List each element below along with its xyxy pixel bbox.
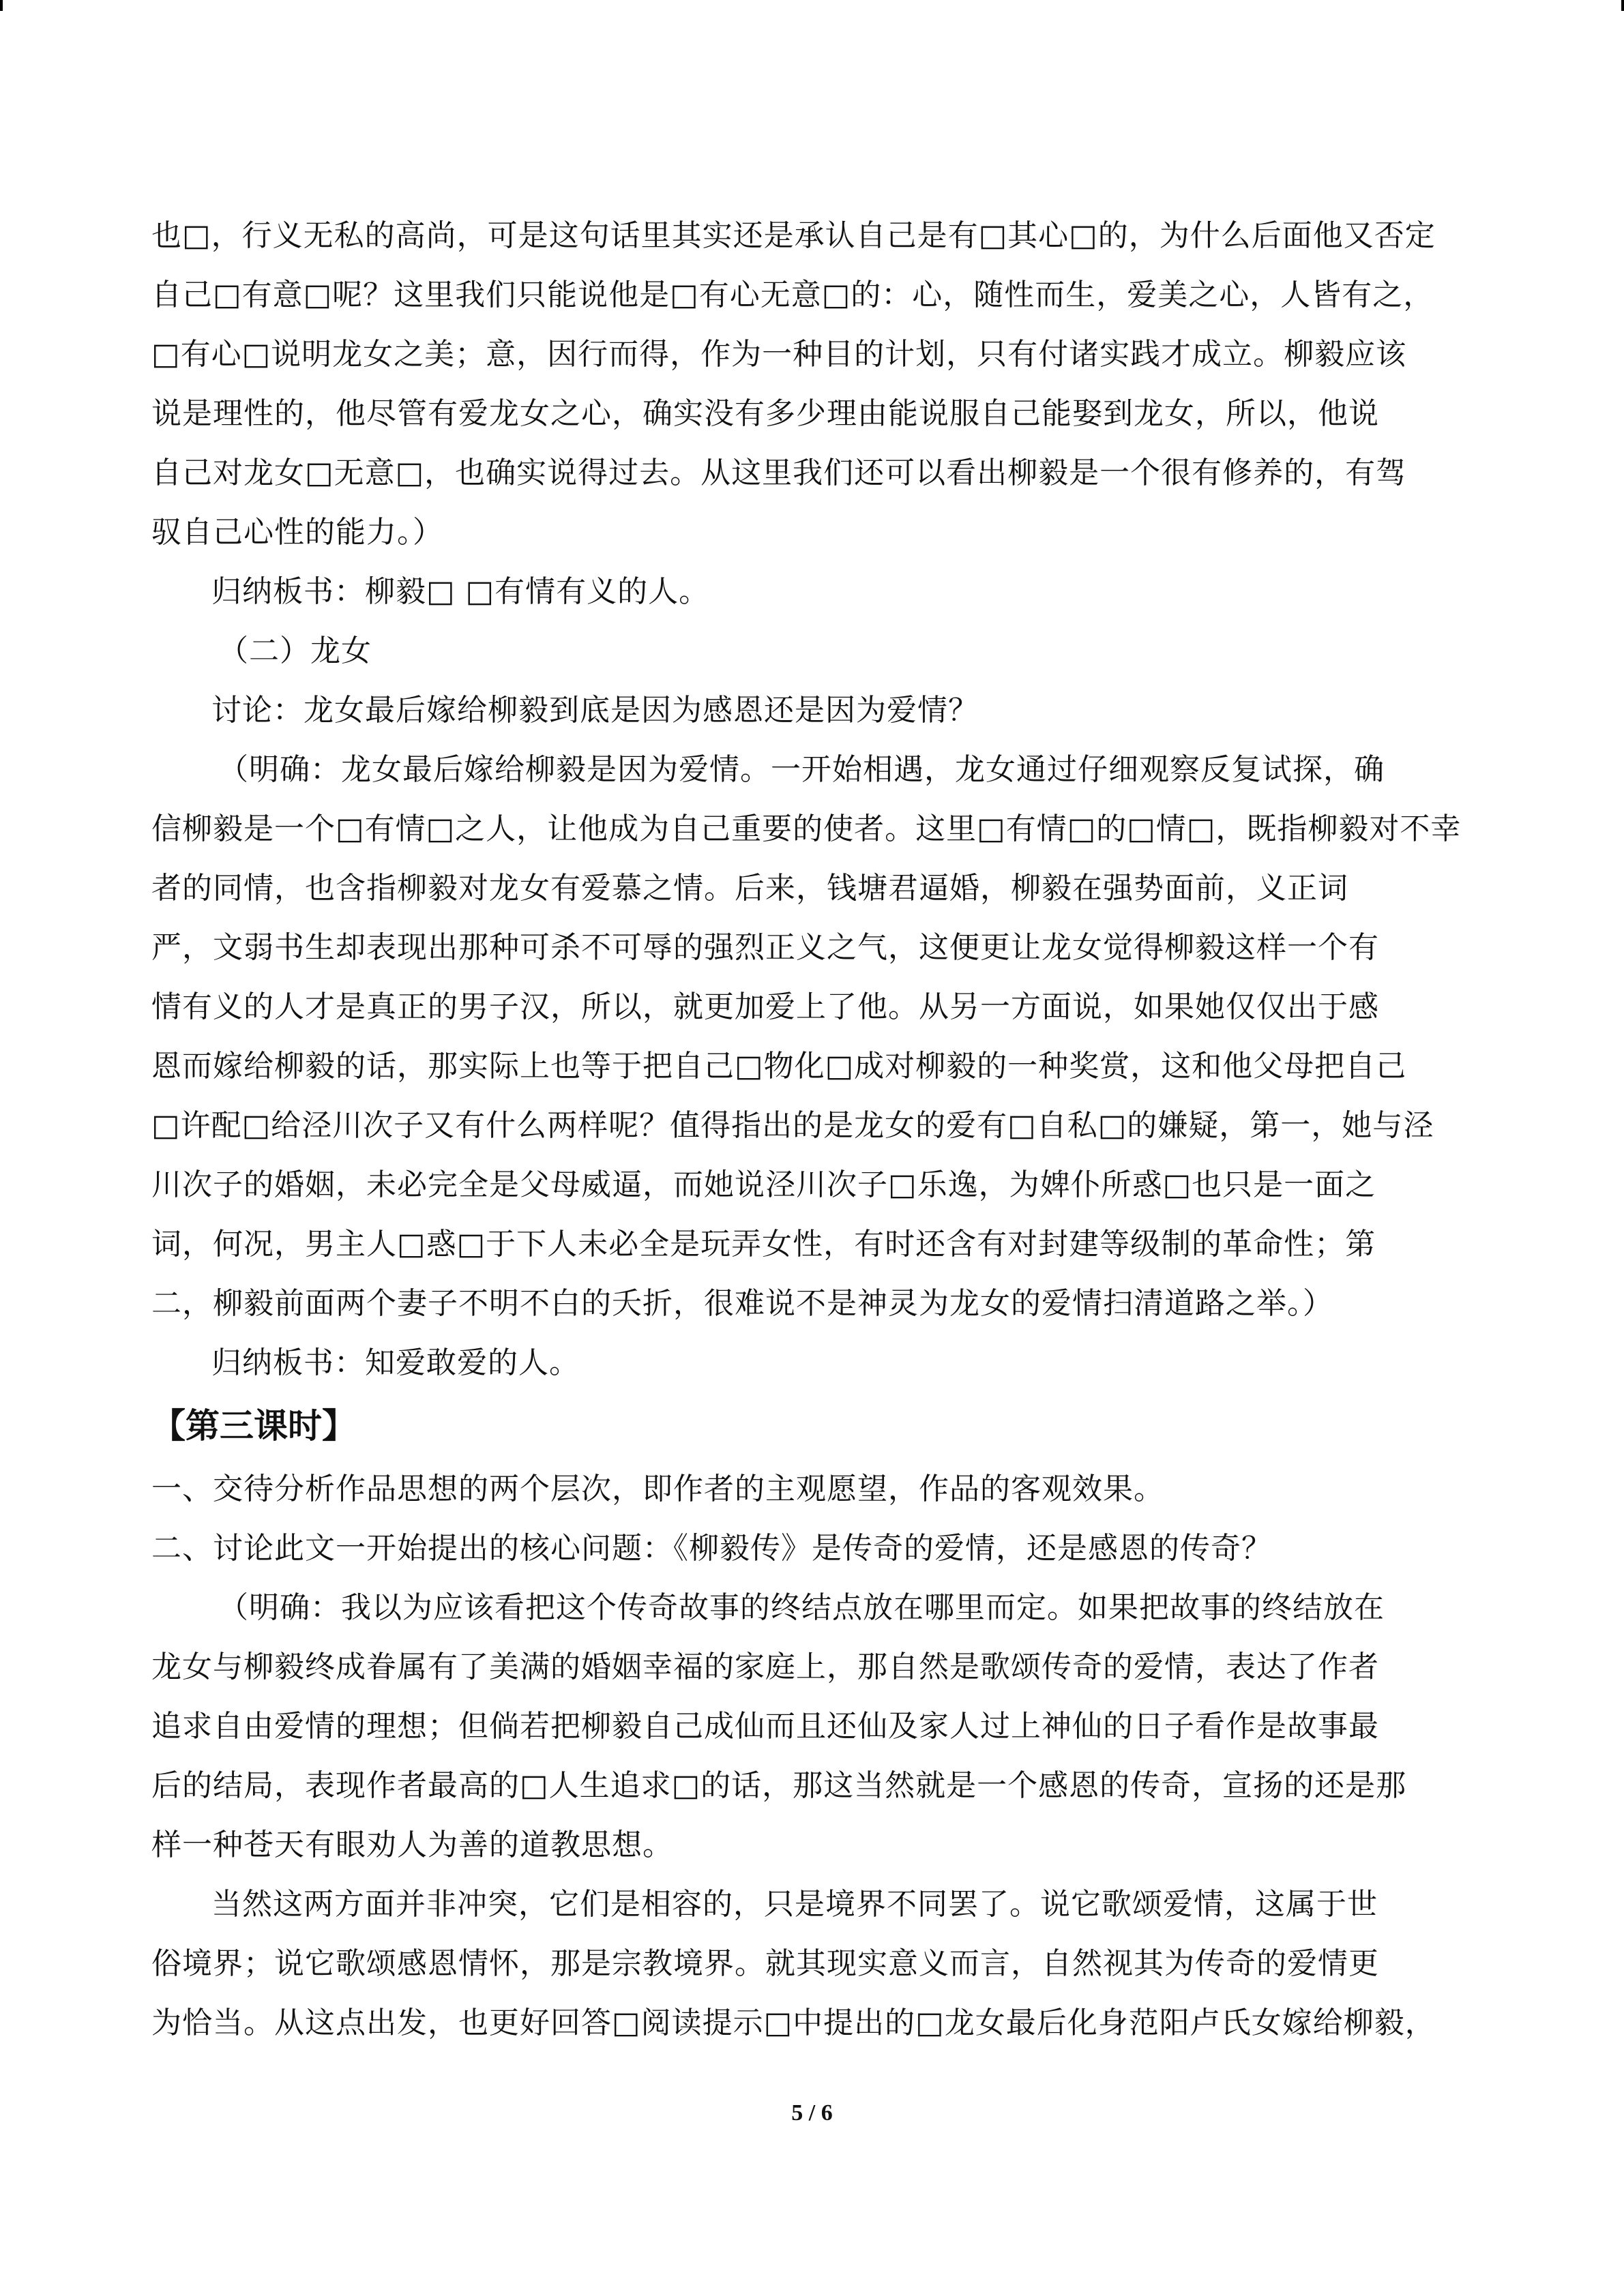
text-line: 川次子的婚姻，未必完全是父母威逼，而她说泾川次子□乐逸，为婢仆所惑□也只是一面之 <box>151 1167 1376 1202</box>
text-line: 恩而嫁给柳毅的话，那实际上也等于把自己□物化□成对柳毅的一种奖赏，这和他父母把自己 <box>151 1049 1407 1084</box>
page-number: 5 / 6 <box>791 2100 833 2126</box>
text-line: 说是理性的，他尽管有爱龙女之心，确实没有多少理由能说服自己能娶到龙女，所以，他说 <box>151 396 1379 431</box>
text-line: 为恰当。从这点出发，也更好回答□阅读提示□中提出的□龙女最后化身范阳卢氏女嫁给柳毅， <box>151 2006 1436 2040</box>
text-line: 自己□有意□呢？这里我们只能说他是□有心无意□的：心，随性而生，爱美之心，人皆有之， <box>151 278 1434 312</box>
lesson-heading: 【第三课时】 <box>151 1406 356 1446</box>
text-line: □许配□给泾川次子又有什么两样呢？值得指出的是龙女的爱有□自私□的嫌疑，第一，她与泾 <box>151 1108 1434 1143</box>
corner-mark <box>0 0 3 11</box>
list-item: 二、讨论此文一开始提出的核心问题：《柳毅传》是传奇的爱情，还是感恩的传奇？ <box>151 1531 1272 1566</box>
text-line: 严，文弱书生却表现出那种可杀不可辱的强烈正义之气，这便更让龙女觉得柳毅这样一个有 <box>151 930 1379 965</box>
board-summary: 归纳板书：知爱敢爱的人。 <box>211 1345 580 1380</box>
section-title: （二）龙女 <box>218 633 372 668</box>
text-line: 情有义的人才是真正的男子汉，所以，就更加爱上了他。从另一方面说，如果她仅仅出于感 <box>151 989 1379 1024</box>
text-line: 龙女与柳毅终成眷属有了美满的婚姻幸福的家庭上，那自然是歌颂传奇的爱情，表达了作者 <box>151 1650 1379 1684</box>
text-line: 也□，行义无私的高尚，可是这句话里其实还是承认自己是有□其心□的，为什么后面他又否定 <box>151 218 1436 253</box>
text-line: 驭自己心性的能力。） <box>151 515 443 550</box>
text-line: 者的同情，也含指柳毅对龙女有爱慕之情。后来，钱塘君逼婚，柳毅在强势面前，义正词 <box>151 871 1348 906</box>
list-item: 一、交待分析作品思想的两个层次，即作者的主观愿望，作品的客观效果。 <box>151 1472 1164 1506</box>
text-line: 俗境界；说它歌颂感恩情怀，那是宗教境界。就其现实意义而言，自然视其为传奇的爱情更 <box>151 1946 1379 1981</box>
text-line: 二，柳毅前面两个妻子不明不白的夭折，很难说不是神灵为龙女的爱情扫清道路之举。） <box>151 1286 1333 1321</box>
text-line: □有心□说明龙女之美；意，因行而得，作为一种目的计划，只有付诸实践才成立。柳毅应该 <box>151 337 1407 372</box>
text-line: 自己对龙女□无意□，也确实说得过去。从这里我们还可以看出柳毅是一个很有修养的，有驾 <box>151 456 1407 490</box>
text-line: 信柳毅是一个□有情□之人，让他成为自己重要的使者。这里□有情□的□情□，既指柳毅对不幸 <box>151 811 1462 846</box>
text-line: 词，何况，男主人□惑□于下人未必全是玩弄女性，有时还含有对封建等级制的革命性；第 <box>151 1227 1376 1262</box>
board-summary: 归纳板书：柳毅□ □有情有义的人。 <box>211 574 710 609</box>
text-line: 后的结局，表现作者最高的□人生追求□的话，那这当然就是一个感恩的传奇，宣扬的还是那 <box>151 1768 1407 1803</box>
corner-mark <box>1621 0 1624 11</box>
text-line: 追求自由爱情的理想；但倘若把柳毅自己成仙而且还仙及家人过上神仙的日子看作是故事最 <box>151 1709 1379 1744</box>
text-line: 当然这两方面并非冲突，它们是相容的，只是境界不同罢了。说它歌颂爱情，这属于世 <box>211 1887 1378 1922</box>
text-line: 样一种苍天有眼劝人为善的道教思想。 <box>151 1828 673 1862</box>
text-line: （明确：龙女最后嫁给柳毅是因为爱情。一开始相遇，龙女通过仔细观察反复试探，确 <box>218 752 1385 787</box>
document-body <box>151 206 1481 2053</box>
discussion-question: 讨论：龙女最后嫁给柳毅到底是因为感恩还是因为爱情？ <box>211 693 979 728</box>
text-line: （明确：我以为应该看把这个传奇故事的终结点放在哪里而定。如果把故事的终结放在 <box>218 1590 1385 1625</box>
